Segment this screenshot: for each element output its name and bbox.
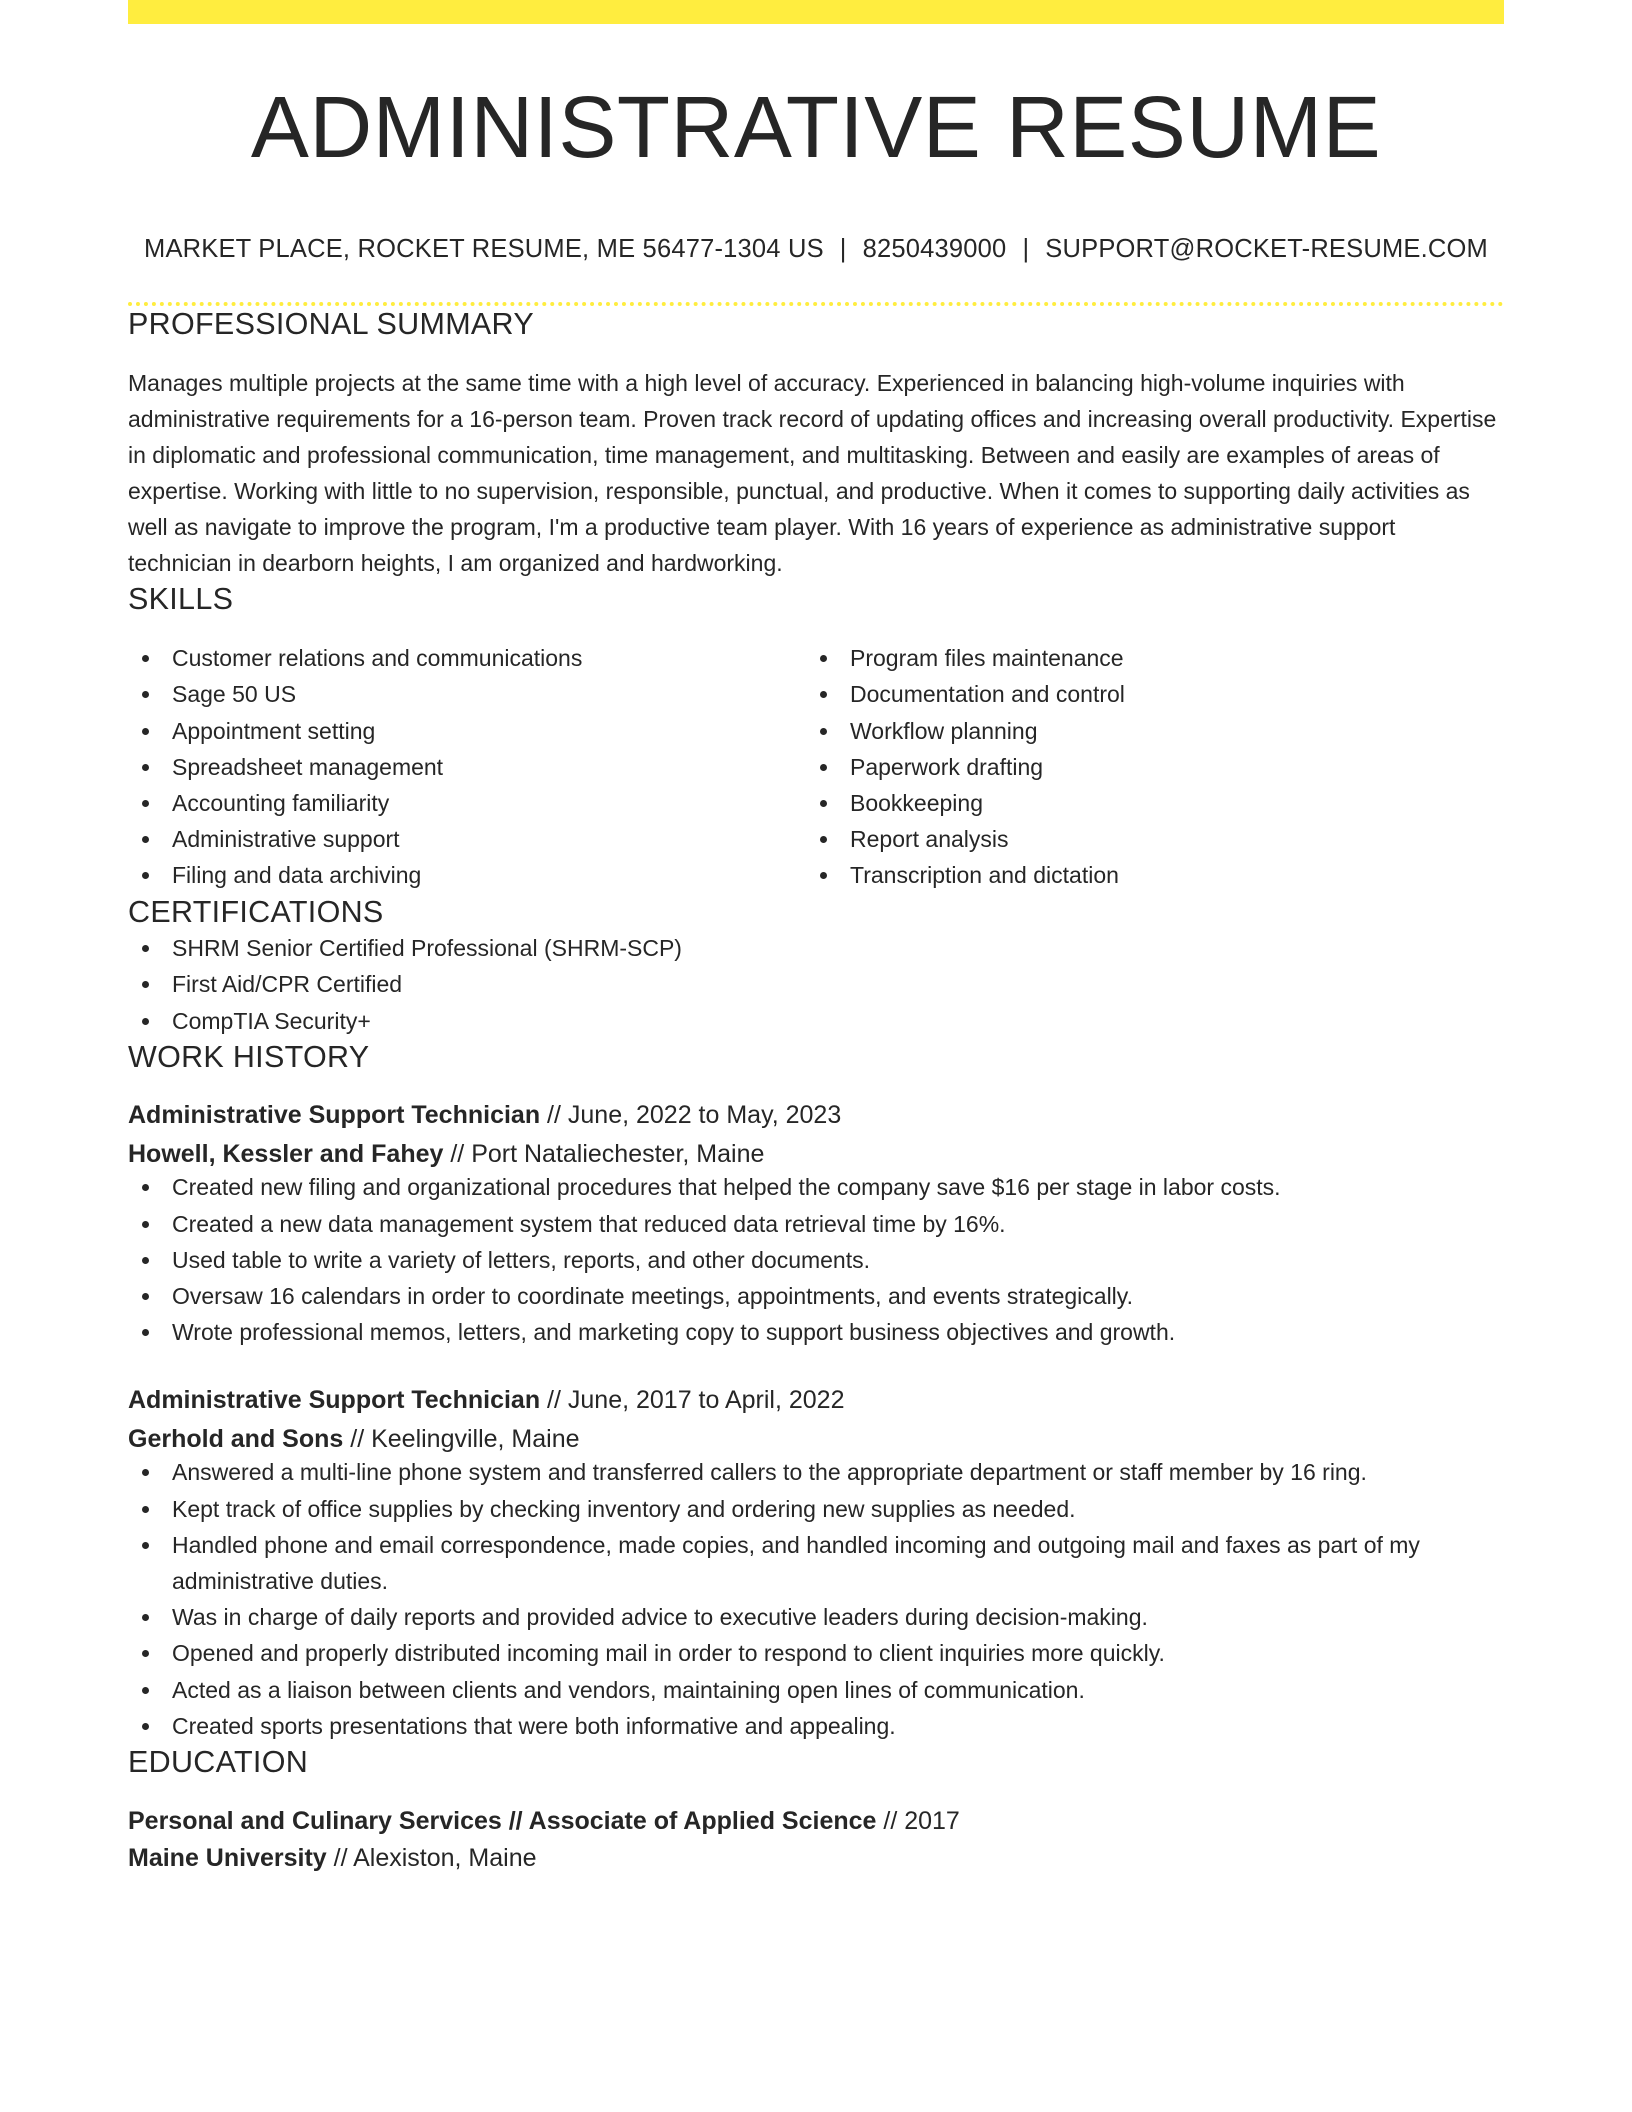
skill-item: Appointment setting: [128, 713, 806, 749]
education-school-line: [128, 1843, 1504, 1873]
summary-paragraph: Manages multiple projects at the same time with a high level of accuracy. Experienced in balancing high-volume inquiries with administrative requirements for a 16-person team. Proven track record of updating offices and increasing overall productivity. Expertise in diplomatic and professional communication, time management, and multitasking. Between and easily are examples of areas of expertise. Working with little to no supervision, responsible, punctual, and productive. When it comes to supporting daily activities as well as navigate to improve the program, I'm a productive team player. With 16 years of experience as administrative support technician in dearborn heights, I am organized and hardworking.: [128, 369, 1497, 576]
certification-item: First Aid/CPR Certified: [128, 966, 1504, 1002]
section-heading-work-history: WORK HISTORY: [128, 1039, 370, 1074]
skill-item: Accounting familiarity: [128, 785, 806, 821]
skill-item: Transcription and dictation: [806, 857, 1484, 893]
contact-separator: |: [1022, 235, 1030, 264]
job-company-line: [128, 1424, 1504, 1454]
job-company: Howell, Kessler and Fahey: [128, 1140, 444, 1169]
contact-email: SUPPORT@ROCKET-RESUME.COM: [1045, 235, 1488, 264]
education-year: // 2017: [876, 1806, 960, 1835]
job-company-line: [128, 1139, 1504, 1169]
job-duty-item: Used table to write a variety of letters, reports, and other documents.: [128, 1242, 1504, 1278]
skill-item: Filing and data archiving: [128, 857, 806, 893]
skill-item: Workflow planning: [806, 713, 1484, 749]
skills-list-right: [806, 640, 1484, 893]
skill-item: Customer relations and communications: [128, 640, 806, 676]
section-heading-skills: SKILLS: [128, 581, 234, 616]
skills-column-right: [806, 640, 1484, 893]
job-duty-item: Handled phone and email correspondence, made copies, and handled incoming and outgoing mail and faxes as part of my administrative duties.: [128, 1527, 1504, 1599]
skill-item: Program files maintenance: [806, 640, 1484, 676]
section-heading-certifications: CERTIFICATIONS: [128, 894, 384, 929]
job-duties-list: [128, 1454, 1504, 1744]
skills-list-left: [128, 640, 806, 893]
skill-item: Spreadsheet management: [128, 749, 806, 785]
job-title: Administrative Support Technician: [128, 1386, 541, 1415]
job-location: // Keelingville, Maine: [343, 1425, 580, 1454]
resume-page: [128, 0, 1504, 1873]
section-heading-summary: PROFESSIONAL SUMMARY: [128, 306, 534, 341]
skill-item: Bookkeeping: [806, 785, 1484, 821]
education-degree: Personal and Culinary Services // Associate of Applied Science: [128, 1806, 877, 1835]
education-location: // Alexiston, Maine: [326, 1843, 537, 1872]
contact-separator: |: [839, 235, 847, 264]
skills-grid: [128, 640, 1504, 893]
skill-item: Administrative support: [128, 821, 806, 857]
job-duty-item: Created new filing and organizational procedures that helped the company save $16 per stage in labor costs.: [128, 1169, 1504, 1205]
certification-item: CompTIA Security+: [128, 1003, 1504, 1039]
job-duty-item: Acted as a liaison between clients and vendors, maintaining open lines of communication.: [128, 1672, 1504, 1708]
job-dates: // June, 2017 to April, 2022: [540, 1386, 845, 1415]
contact-phone: 8250439000: [862, 235, 1007, 264]
job-duty-item: Answered a multi-line phone system and transferred callers to the appropriate department or staff member by 16 ring.: [128, 1454, 1504, 1490]
job-duties-list: [128, 1169, 1504, 1350]
education-degree-line: [128, 1806, 1504, 1836]
job-title: Administrative Support Technician: [128, 1101, 541, 1130]
certifications-list: [128, 930, 1504, 1039]
contact-line: [128, 234, 1504, 265]
job-duty-item: Kept track of office supplies by checking inventory and ordering new supplies as needed.: [128, 1491, 1504, 1527]
section-heading-education: EDUCATION: [128, 1744, 309, 1779]
job-duty-item: Oversaw 16 calendars in order to coordinate meetings, appointments, and events strategically.: [128, 1278, 1504, 1314]
job-duty-item: Created sports presentations that were both informative and appealing.: [128, 1708, 1504, 1744]
skill-item: Documentation and control: [806, 676, 1484, 712]
certification-item: SHRM Senior Certified Professional (SHRM-SCP): [128, 930, 1504, 966]
accent-top-bar: [128, 0, 1504, 24]
skills-column-left: [128, 640, 806, 893]
job-duty-item: Created a new data management system that reduced data retrieval time by 16%.: [128, 1206, 1504, 1242]
job-company: Gerhold and Sons: [128, 1425, 344, 1454]
job-duty-item: Wrote professional memos, letters, and marketing copy to support business objectives and growth.: [128, 1314, 1504, 1350]
job-title-line: [128, 1385, 1504, 1415]
job-dates: // June, 2022 to May, 2023: [540, 1101, 842, 1130]
job-duty-item: Opened and properly distributed incoming mail in order to respond to client inquiries more quickly.: [128, 1635, 1504, 1671]
job-duty-item: Was in charge of daily reports and provided advice to executive leaders during decision-making.: [128, 1599, 1504, 1635]
skill-item: Sage 50 US: [128, 676, 806, 712]
contact-address: MARKET PLACE, ROCKET RESUME, ME 56477-1304 US: [144, 235, 824, 264]
job-title-line: [128, 1100, 1504, 1130]
job-location: // Port Nataliechester, Maine: [443, 1140, 765, 1169]
skill-item: Report analysis: [806, 821, 1484, 857]
education-school: Maine University: [128, 1843, 327, 1872]
resume-title: ADMINISTRATIVE RESUME: [250, 79, 1382, 176]
skill-item: Paperwork drafting: [806, 749, 1484, 785]
